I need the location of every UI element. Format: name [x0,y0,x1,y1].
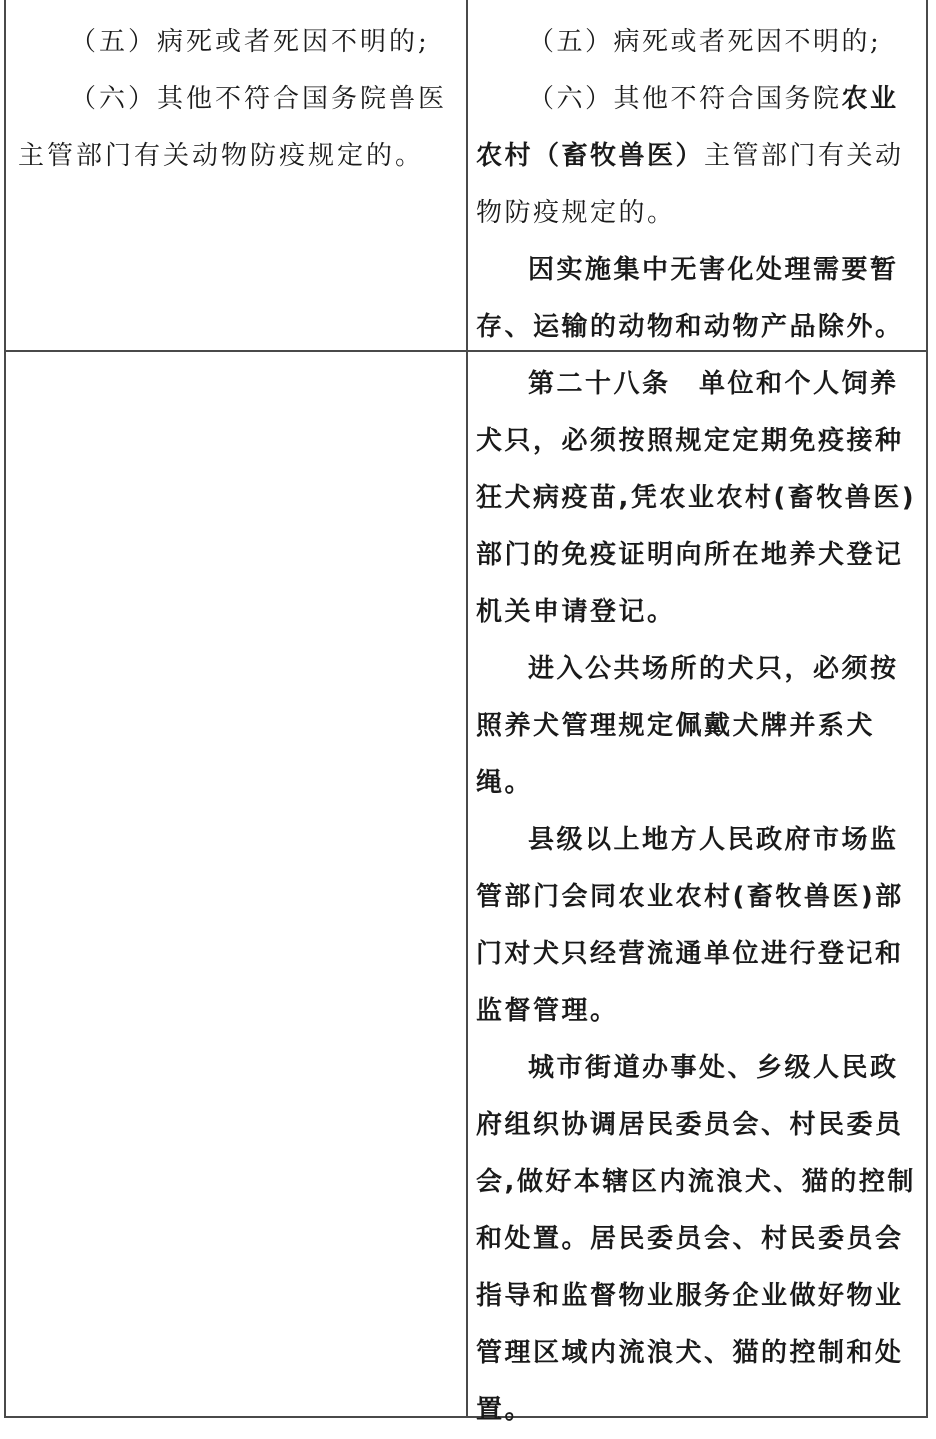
right-added-paragraph: 因实施集中无害化处理需要暂存、运输的动物和动物产品除外。 [476,255,904,342]
column-divider [466,0,468,1416]
right-column-row1 [476,14,922,356]
left-item-5: （五）病死或者死因不明的; [70,27,430,57]
right-item-6-prefix: （六）其他不符合国务院 [528,84,842,114]
right-item-5: （五）病死或者死因不明的; [528,27,882,57]
article-28-paragraph-3: 县级以上地方人民政府市场监管部门会同农业农村(畜牧兽医)部门对犬只经营流通单位进行登记和监督管理。 [476,825,904,1026]
article-28-paragraph-4: 城市街道办事处、乡级人民政府组织协调居民委员会、村民委员会,做好本辖区内流浪犬、猫的控制和处置。居民委员会、村民委员会指导和监督物业服务企业做好物业管理区域内流浪犬、猫的控制和处置。 [476,1053,916,1425]
left-item-6: （六）其他不符合国务院兽医主管部门有关动物防疫规定的。 [18,84,448,171]
right-item-6 [476,71,922,242]
article-28-paragraph-2: 进入公共场所的犬只，必须按照养犬管理规定佩戴犬牌并系犬绳。 [476,654,899,798]
right-item-6-suffix: 主管部门有关动物防疫规定的。 [476,141,904,228]
article-28-paragraph-1: 第二十八条 单位和个人饲养犬只，必须按照规定定期免疫接种狂犬病疫苗,凭农业农村(畜牧兽医)部门的免疫证明向所在地养犬登记机关申请登记。 [476,369,917,627]
right-item-6-amended-text: 农业农村（畜牧兽医） [476,84,899,171]
left-column-row1 [18,14,458,185]
right-column-row2 [476,356,922,1439]
comparison-table [4,0,928,1425]
